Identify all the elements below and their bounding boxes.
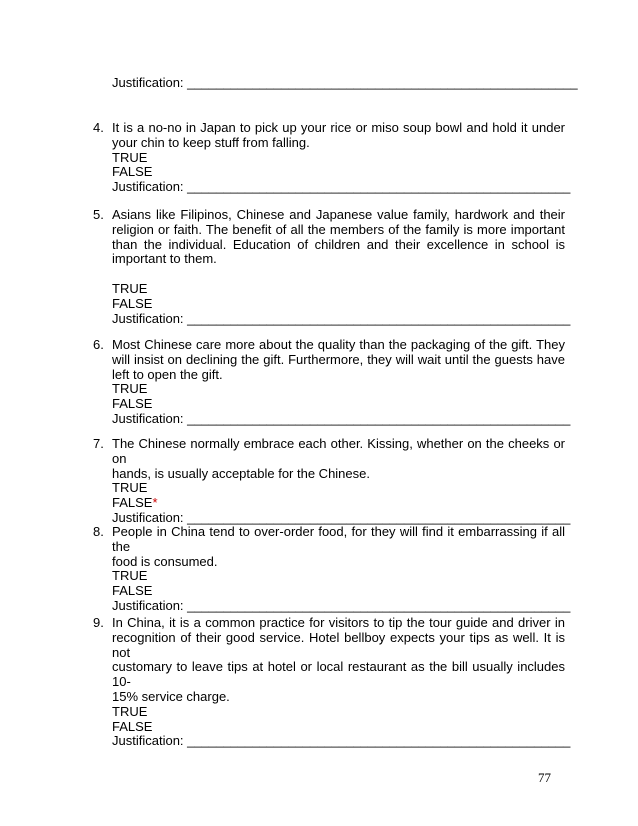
false-option (112, 165, 565, 180)
false-option-label: FALSE (112, 396, 153, 412)
question-text-line: than the individual. Education of children and their excellence in school is (112, 236, 565, 252)
justification-line: Justification: _____________________________________________________ (112, 733, 571, 749)
question-text-line: People in China tend to over-order food, for they will find it embarrassing if all the (112, 524, 565, 554)
question-body (112, 436, 571, 526)
question-text-line: 15% service charge. (112, 688, 230, 704)
question-text-line: Asians like Filipinos, Chinese and Japanese value family, hardwork and their (112, 207, 565, 222)
true-option: TRUE (112, 280, 148, 296)
true-option: TRUE (112, 568, 148, 584)
question-item (93, 524, 571, 614)
justification-line: Justification: _____________________________________________________ (112, 179, 571, 195)
question-body (112, 337, 571, 427)
paragraph-gap (112, 267, 565, 282)
false-option (112, 297, 565, 312)
true-option: TRUE (112, 149, 148, 165)
false-option-label: FALSE (112, 718, 153, 734)
false-option (112, 584, 565, 599)
question-item (93, 207, 571, 326)
question-text-line: religion or faith. The benefit of all the members of the family is more important (112, 221, 565, 237)
question-item (93, 615, 571, 749)
question-text-line: Most Chinese care more about the quality than the packaging of the gift. They (112, 337, 565, 352)
question-number: 9. (93, 615, 104, 630)
false-option-label: FALSE (112, 164, 153, 180)
justification-line: Justification: ______________________________________________________ (112, 75, 578, 90)
question-text-line: The Chinese normally embrace each other. Kissing, whether on the cheeks or on (112, 436, 565, 466)
question-text-line: will insist on declining the gift. Furthermore, they will wait until the guests have (112, 351, 565, 367)
justification-line: Justification: _____________________________________________________ (112, 310, 571, 326)
question-text-line: hands, is usually acceptable for the Chinese. (112, 465, 370, 481)
question-item (93, 120, 571, 195)
question-text-line: recognition of their good service. Hotel bellboy expects your tips as well. It is not (112, 629, 565, 660)
question-body (112, 615, 571, 749)
question-number: 5. (93, 207, 104, 222)
false-option (112, 496, 565, 511)
question-text-line: important to them. (112, 251, 217, 267)
false-option-label: FALSE (112, 495, 153, 511)
false-option-label: FALSE (112, 583, 153, 599)
question-body (112, 207, 571, 326)
true-option: TRUE (112, 703, 148, 719)
question-text-line: In China, it is a common practice for visitors to tip the tour guide and driver in (112, 615, 565, 630)
justification-line: Justification: _____________________________________________________ (112, 597, 571, 613)
question-text-line: customary to leave tips at hotel or local restaurant as the bill usually includes 10- (112, 659, 565, 690)
question-text-line: left to open the gift. (112, 366, 223, 382)
question-text-line: your chin to keep stuff from falling. (112, 134, 310, 150)
page-number: 77 (538, 770, 551, 785)
answer-asterisk: * (152, 495, 158, 511)
false-option-label: FALSE (112, 295, 153, 311)
question-number: 8. (93, 524, 104, 539)
question-body (112, 120, 571, 195)
question-number: 6. (93, 337, 104, 352)
false-option (112, 397, 565, 412)
question-body (112, 524, 571, 614)
false-option (112, 720, 565, 735)
question-text-line: food is consumed. (112, 553, 218, 569)
question-text-line: It is a no-no in Japan to pick up your rice or miso soup bowl and hold it under (112, 120, 565, 135)
question-number: 7. (93, 436, 104, 451)
justification-line: Justification: _____________________________________________________ (112, 509, 571, 525)
question-number: 4. (93, 120, 104, 135)
question-item (93, 436, 571, 526)
true-option: TRUE (112, 480, 148, 496)
question-item (93, 337, 571, 427)
true-option: TRUE (112, 381, 148, 397)
justification-line: Justification: _____________________________________________________ (112, 410, 571, 426)
